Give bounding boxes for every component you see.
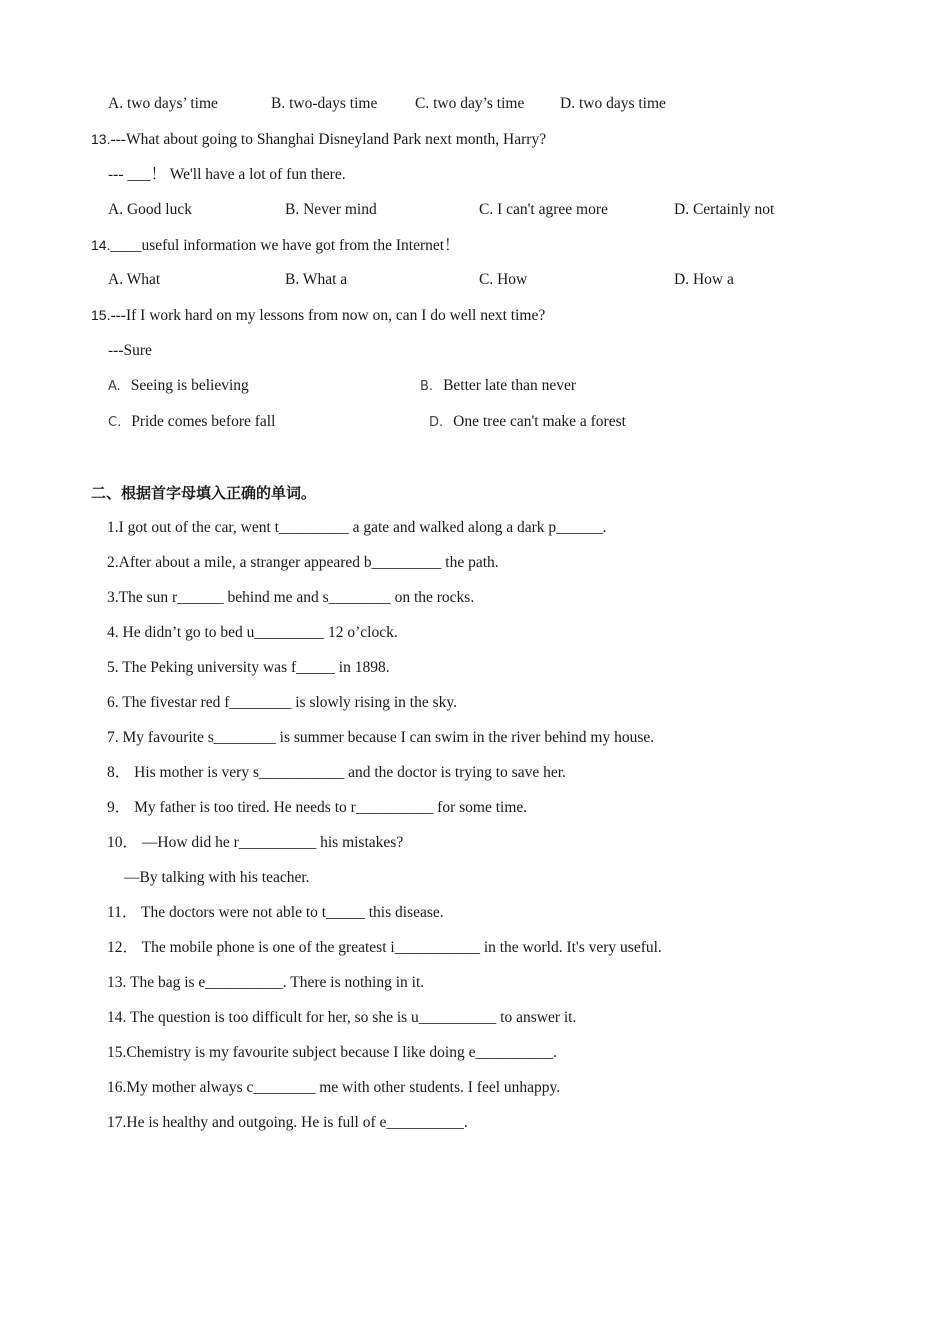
fill-item-10-reply: —By talking with his teacher. — [124, 869, 310, 886]
q15-option-d-letter: D. — [429, 415, 444, 430]
fill-item-4: 4. He didn’t go to bed u_________ 12 o’clock. — [107, 624, 398, 641]
section2-title: 二、根据首字母填入正确的单词。 — [91, 484, 317, 502]
fill-item-15: 15.Chemistry is my favourite subject because I like doing e__________. — [107, 1044, 557, 1061]
q13-reply-prefix: --- — [108, 166, 128, 183]
q14-stem: useful information we have got from the Internet！ — [141, 237, 460, 254]
q13-stem: ---What about going to Shanghai Disneyland Park next month, Harry? — [110, 131, 547, 148]
fill-item-3: 3.The sun r______ behind me and s________ on the rocks. — [107, 589, 475, 606]
q14-option-b: B. What a — [285, 271, 348, 288]
q15-stem-line — [91, 305, 545, 326]
q12-option-d: D. two days time — [560, 95, 666, 112]
q15-number: 15. — [91, 307, 111, 323]
q15-stem: ---If I work hard on my lessons from now on, can I do well next time? — [110, 307, 546, 324]
q14-blank: ____ — [110, 237, 142, 254]
q14-option-a: A. What — [108, 271, 161, 288]
fill-item-9: 9． My father is too tired. He needs to r__________ for some time. — [107, 799, 528, 816]
q13-blank: ___ — [127, 166, 151, 183]
q13-option-a: A. Good luck — [108, 201, 192, 218]
fill-item-7: 7. My favourite s________ is summer because I can swim in the river behind my house. — [107, 729, 655, 746]
q15-option-b-text: Better late than never — [443, 377, 577, 394]
q12-option-a: A. two days’ time — [108, 95, 218, 112]
q13-number: 13. — [91, 131, 111, 147]
q15-option-d — [429, 412, 626, 433]
q13-stem-line — [91, 129, 546, 150]
q15-option-c-text: Pride comes before fall — [131, 413, 276, 430]
q12-option-b: B. two-days time — [271, 95, 378, 112]
q15-option-b-letter: B. — [420, 379, 434, 394]
fill-item-10: 10． —How did he r__________ his mistakes? — [107, 834, 404, 851]
fill-item-2: 2.After about a mile, a stranger appeared b_________ the path. — [107, 554, 499, 571]
fill-item-11: 11． The doctors were not able to t_____ this disease. — [107, 904, 444, 921]
q15-option-a — [108, 376, 249, 397]
q13-option-d: D. Certainly not — [674, 201, 775, 218]
q14-number: 14. — [91, 237, 111, 253]
q15-reply: ---Sure — [108, 342, 152, 359]
q15-option-a-text: Seeing is believing — [130, 377, 249, 394]
q15-option-c-letter: C. — [108, 415, 122, 430]
fill-item-17: 17.He is healthy and outgoing. He is full of e__________. — [107, 1114, 468, 1131]
fill-item-16: 16.My mother always c________ me with other students. I feel unhappy. — [107, 1079, 561, 1096]
fill-item-5: 5. The Peking university was f_____ in 1898. — [107, 659, 390, 676]
q13-option-b: B. Never mind — [285, 201, 377, 218]
q15-option-a-letter: A. — [108, 379, 121, 394]
q14-option-d: D. How a — [674, 271, 734, 288]
q14-stem-line — [91, 235, 460, 256]
q15-option-c — [108, 412, 275, 433]
q13-option-c: C. I can't agree more — [479, 201, 608, 218]
fill-item-8: 8． His mother is very s___________ and the doctor is trying to save her. — [107, 764, 566, 781]
fill-item-1: 1.I got out of the car, went t_________ a gate and walked along a dark p______. — [107, 519, 607, 536]
q13-reply-line — [108, 165, 346, 185]
q15-option-d-text: One tree can't make a forest — [453, 413, 626, 430]
fill-item-6: 6. The fivestar red f________ is slowly rising in the sky. — [107, 694, 457, 711]
fill-item-12: 12． The mobile phone is one of the greatest i___________ in the world. It's very useful. — [107, 939, 662, 956]
q15-option-b — [420, 376, 576, 397]
q14-option-c: C. How — [479, 271, 528, 288]
fill-item-14: 14. The question is too difficult for her, so she is u__________ to answer it. — [107, 1009, 577, 1026]
q12-option-c: C. two day’s time — [415, 95, 525, 112]
q13-reply-suffix: ！ We'll have a lot of fun there. — [150, 166, 346, 183]
fill-item-13: 13. The bag is e__________. There is nothing in it. — [107, 974, 425, 991]
